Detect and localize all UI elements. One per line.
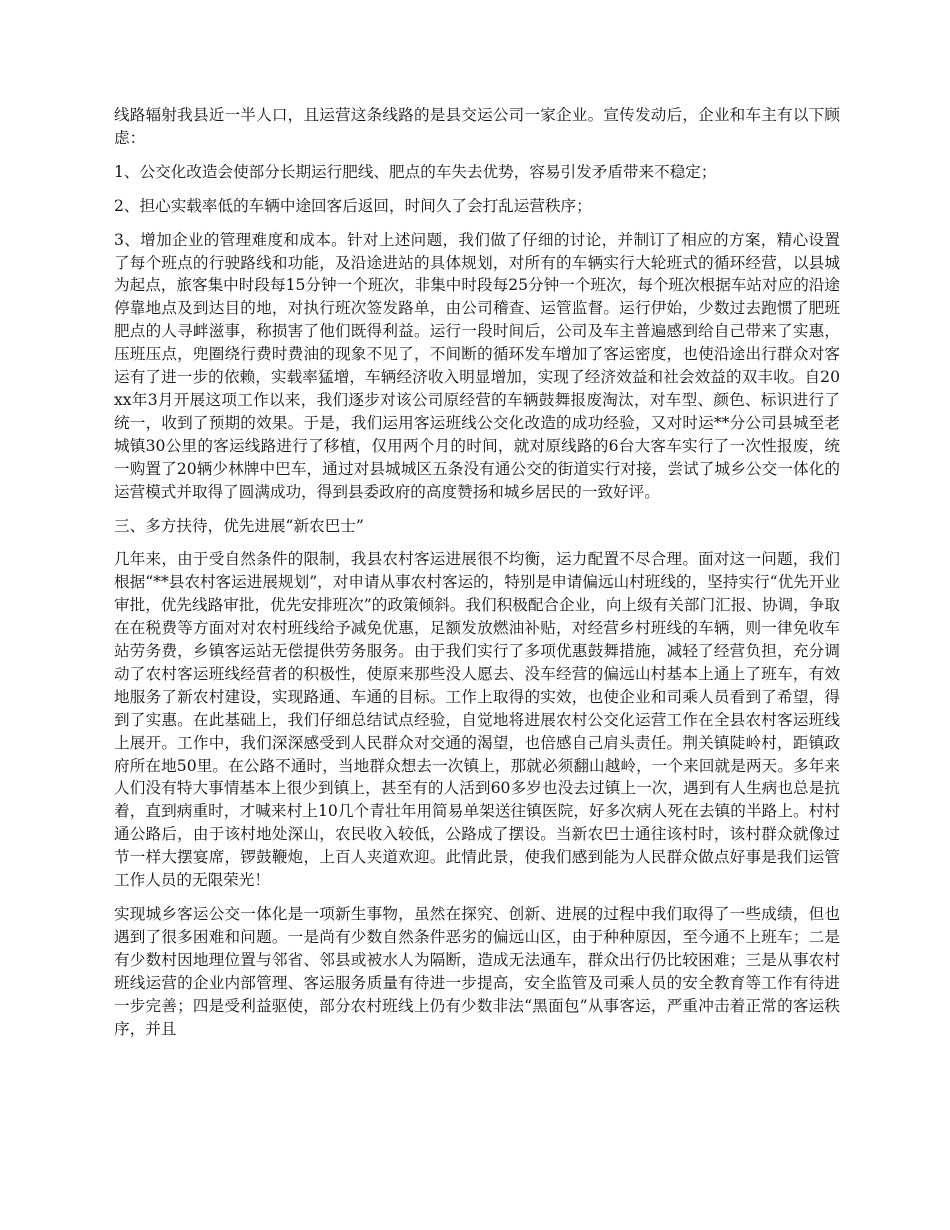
paragraph-problems: 实现城乡客运公交一体化是一项新生事物，虽然在探究、创新、进展的过程中我们取得了一些成绩，但也遇到了很多困难和问题。一是尚有少数自然条件恶劣的偏远山区，由于种种原因，至今通不上班车；二是有少数村因地理位置与邻省、邻县或被水人为隔断，造成无法通车，群众出行仍比较困难；三是从事农村班线运营的企业内部管理、客运服务质量有待进一步提高，安全监管及司乘人员的安全教育等工作有待进一步完善；四是受利益驱使，部分农村班线上仍有少数非法“黑面包”从事客运，严重冲击着正常的客运秩序，并且 [114,905,840,1038]
paragraph-concern-3: 3、增加企业的管理难度和成本。针对上述问题，我们做了仔细的讨论，并制订了相应的方案，精心设置了每个班点的行驶路线和功能，及沿途进站的具体规划，对所有的车辆实行大轮班式的循环经营，以县城为起点，旅客集中时段每15分钟一个班次，非集中时段每25分钟一个班次，每个班次根据车站对应的沿途停靠地点及到达目的地，对执行班次签发路单，由公司稽查、运管监督。运行伊始，少数过去跑惯了肥班肥点的人寻衅滋事，称损害了他们既得利益。运行一段时间后，公司及车主普遍感到给自己带来了实惠，压班压点，兜圈绕行费时费油的现象不见了，不间断的循环发车增加了客运密度，也使沿途出行群众对客运有了进一步的依赖，实载率猛增，车辆经济收入明显增加，实现了经济效益和社会效益的双丰收。自20xx年3月开展这项工作以来，我们逐步对该公司原经营的车辆鼓舞报废淘汰，对车型、颜色、标识进行了统一，收到了预期的效果。于是，我们运用客运班线公交化改造的成功经验，又对时运**分公司县城至老城镇30公里的客运线路进行了移植，仅用两个月的时间，就对原线路的6台大客车实行了一次性报废，统一购置了20辆少林牌中巴车，通过对县城城区五条没有通公交的街道实行对接，尝试了城乡公交一体化的运营模式并取得了圆满成功，得到县委政府的高度赞扬和城乡居民的一致好评。 [114,230,840,501]
paragraph-intro: 线路辐射我县近一半人口，且运营这条线路的是县交运公司一家企业。宣传发动后，企业和车主有以下顾虑： [114,106,840,147]
section-heading-3: 三、多方扶待，优先进展“新农巴士” [114,516,364,535]
document-body [114,104,840,1051]
paragraph-concern-2: 2、担心实载率低的车辆中途回客后返回，时间久了会打乱运营秩序； [114,196,592,215]
paragraph-concern-1: 1、公交化改造会使部分长期运行肥线、肥点的车失去优势，容易引发矛盾带来不稳定； [114,162,717,181]
paragraph-rural-bus: 几年来，由于受自然条件的限制，我县农村客运进展很不均衡，运力配置不尽合理。面对这一问题，我们根据“**县农村客运进展规划”，对申请从事农村客运的，特别是申请偏远山村班线的，坚持实行“优先开业审批，优先线路审批，优先安排班次”的政策倾斜。我们积极配合企业，向上级有关部门汇报、协调，争取在在税费等方面对对农村班线给予减免优惠，足额发放燃油补贴，对经营乡村班线的车辆，则一律免收车站劳务费，乡镇客运站无偿提供劳务服务。由于我们实行了多项优惠鼓舞措施，减轻了经营负担，充分调动了农村客运班线经营者的积极性，使原来那些没人愿去、没车经营的偏远山村基本上通上了班车，有效地服务了新农村建设，实现路通、车通的目标。工作上取得的实效，也使企业和司乘人员看到了希望，得到了实惠。在此基础上，我们仔细总结试点经验，自觉地将进展农村公交化运营工作在全县农村客运班线上展开。工作中，我们深深感受到人民群众对交通的渴望，也倍感自己肩头责任。荆关镇陡岭村，距镇政府所在地50里。在公路不通时，当地群众想去一次镇上，那就必须翻山越岭，一个来回就是两天。多年来人们没有特大事情基本上很少到镇上，甚至有的人活到60多岁也没去过镇上一次，遇到有人生病也总是抗着，直到病重时，才喊来村上10几个青壮年用简易单架送往镇医院，好多次病人死在去镇的半路上。村村通公路后，由于该村地处深山，农民收入较低，公路成了摆设。当新农巴士通往该村时，该村群众就像过节一样大摆宴席，锣鼓鞭炮，上百人夹道欢迎。此情此景，使我们感到能为人民群众做点好事是我们运管工作人员的无限荣光！ [114,550,840,890]
